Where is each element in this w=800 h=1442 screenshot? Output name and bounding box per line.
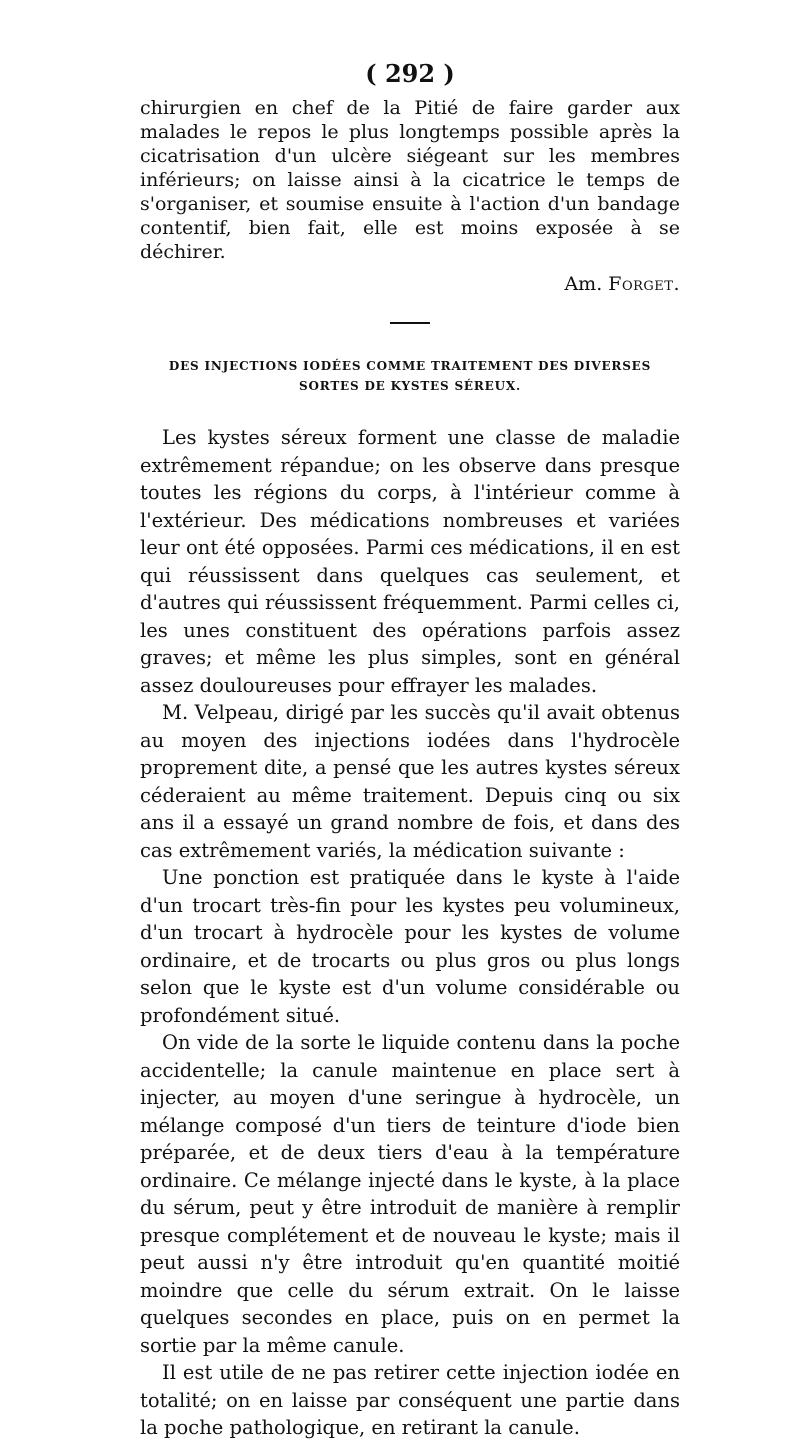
signature-prefix: Am.	[564, 273, 603, 295]
section-divider	[390, 322, 430, 324]
document-page	[140, 58, 680, 1442]
body-paragraph-3: Une ponction est pratiquée dans le kyste à l'aide d'un trocart très-fin pour les kystes peu volumineux, d'un trocart à hydrocèle pour les kystes de volume ordinaire, et de trocarts ou plus gros ou plus longs selon que le kyste est d'un volume considérable ou profondément situé.	[140, 866, 680, 1027]
body-paragraph-4: On vide de la sorte le liquide contenu dans la poche accidentelle; la canule maintenue en place sert à injecter, au moyen d'une seringue à hydrocèle, un mélange composé d'un tiers de teinture d'iode bien préparée, et de deux tiers d'eau à la température ordinaire. Ce mélange injecté dans le kyste, à la place du sérum, peut y être introduit de manière à remplir presque complétement et de nouveau le kyste; mais il peut aussi n'y être introduit qu'en quantité moitié moindre que celle du sérum extrait. On le laisse quelques secondes en place, puis on en permet la sortie par la même canule.	[140, 1031, 680, 1357]
page-number: ( 292 )	[365, 59, 455, 88]
article-body	[140, 424, 680, 1442]
section-title: DES INJECTIONS IODÉES COMME TRAITEMENT DES DIVERSES SORTES DE KYSTES SÉREUX.	[168, 359, 652, 393]
signature-name: Forget.	[608, 273, 680, 295]
body-paragraph-2: M. Velpeau, dirigé par les succès qu'il avait obtenus au moyen des injections iodées dans l'hydrocèle proprement dite, a pensé que les autres kystes séreux céderaient au même traitement. Depuis cinq ou six ans il a essayé un grand nombre de fois, et dans des cas extrêmement variés, la médication suivante :	[140, 701, 680, 862]
intro-paragraph: chirurgien en chef de la Pitié de faire garder aux malades le repos le plus longtemps possible après la cicatrisation d'un ulcère siégeant sur les membres inférieurs; on laisse ainsi à la cicatrice le temps de s'organiser, et soumise ensuite à l'action d'un bandage contentif, bien fait, elle est moins exposée à se déchirer.	[140, 97, 680, 263]
author-signature	[140, 272, 680, 296]
body-paragraph-5: Il est utile de ne pas retirer cette injection iodée en totalité; on en laisse par conséquent une partie dans la poche pathologique, en retirant la canule.	[140, 1361, 680, 1439]
body-paragraph-1: Les kystes séreux forment une classe de maladie extrêmement répandue; on les observe dans presque toutes les régions du corps, à l'intérieur comme à l'extérieur. Des médications nombreuses et variées leur ont été opposées. Parmi ces médications, il en est qui réussissent dans quelques cas seulement, et d'autres qui réussissent fréquemment. Parmi celles ci, les unes constituent des opérations parfois assez graves; et même les plus simples, sont en général assez douloureuses pour effrayer les malades.	[140, 426, 680, 697]
